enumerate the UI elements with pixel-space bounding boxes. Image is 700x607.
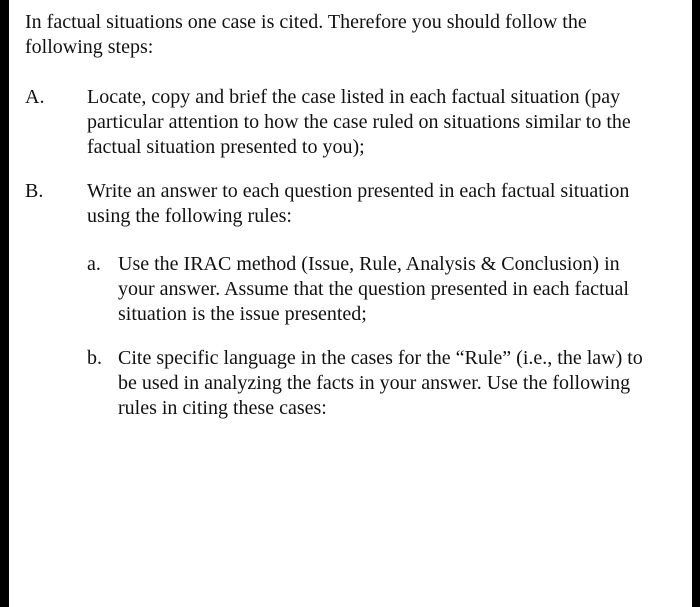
step-a-text: Locate, copy and brief the case listed in each factual situation (pay particular attention to how the case ruled on situations similar to the factual situation presented to you);: [87, 86, 631, 158]
rule-b-text: Cite specific language in the cases for the “Rule” (i.e., the law) to be used in analyzing the facts in your answer. Use the following rules in citing these cases:: [118, 347, 643, 419]
document-page: [9, 0, 692, 607]
step-a-marker: A.: [25, 86, 45, 108]
rule-a-text: Use the IRAC method (Issue, Rule, Analysis & Conclusion) in your answer. Assume that the question presented in each factual situation is the issue presented;: [118, 253, 629, 325]
intro-paragraph: In factual situations one case is cited. Therefore you should follow the following steps:: [25, 11, 587, 58]
step-b-text: Write an answer to each question presented in each factual situation using the following rules:: [87, 180, 630, 227]
rule-a-marker: a.: [87, 253, 101, 275]
rule-b-marker: b.: [87, 347, 102, 369]
step-b-marker: B.: [25, 180, 44, 202]
